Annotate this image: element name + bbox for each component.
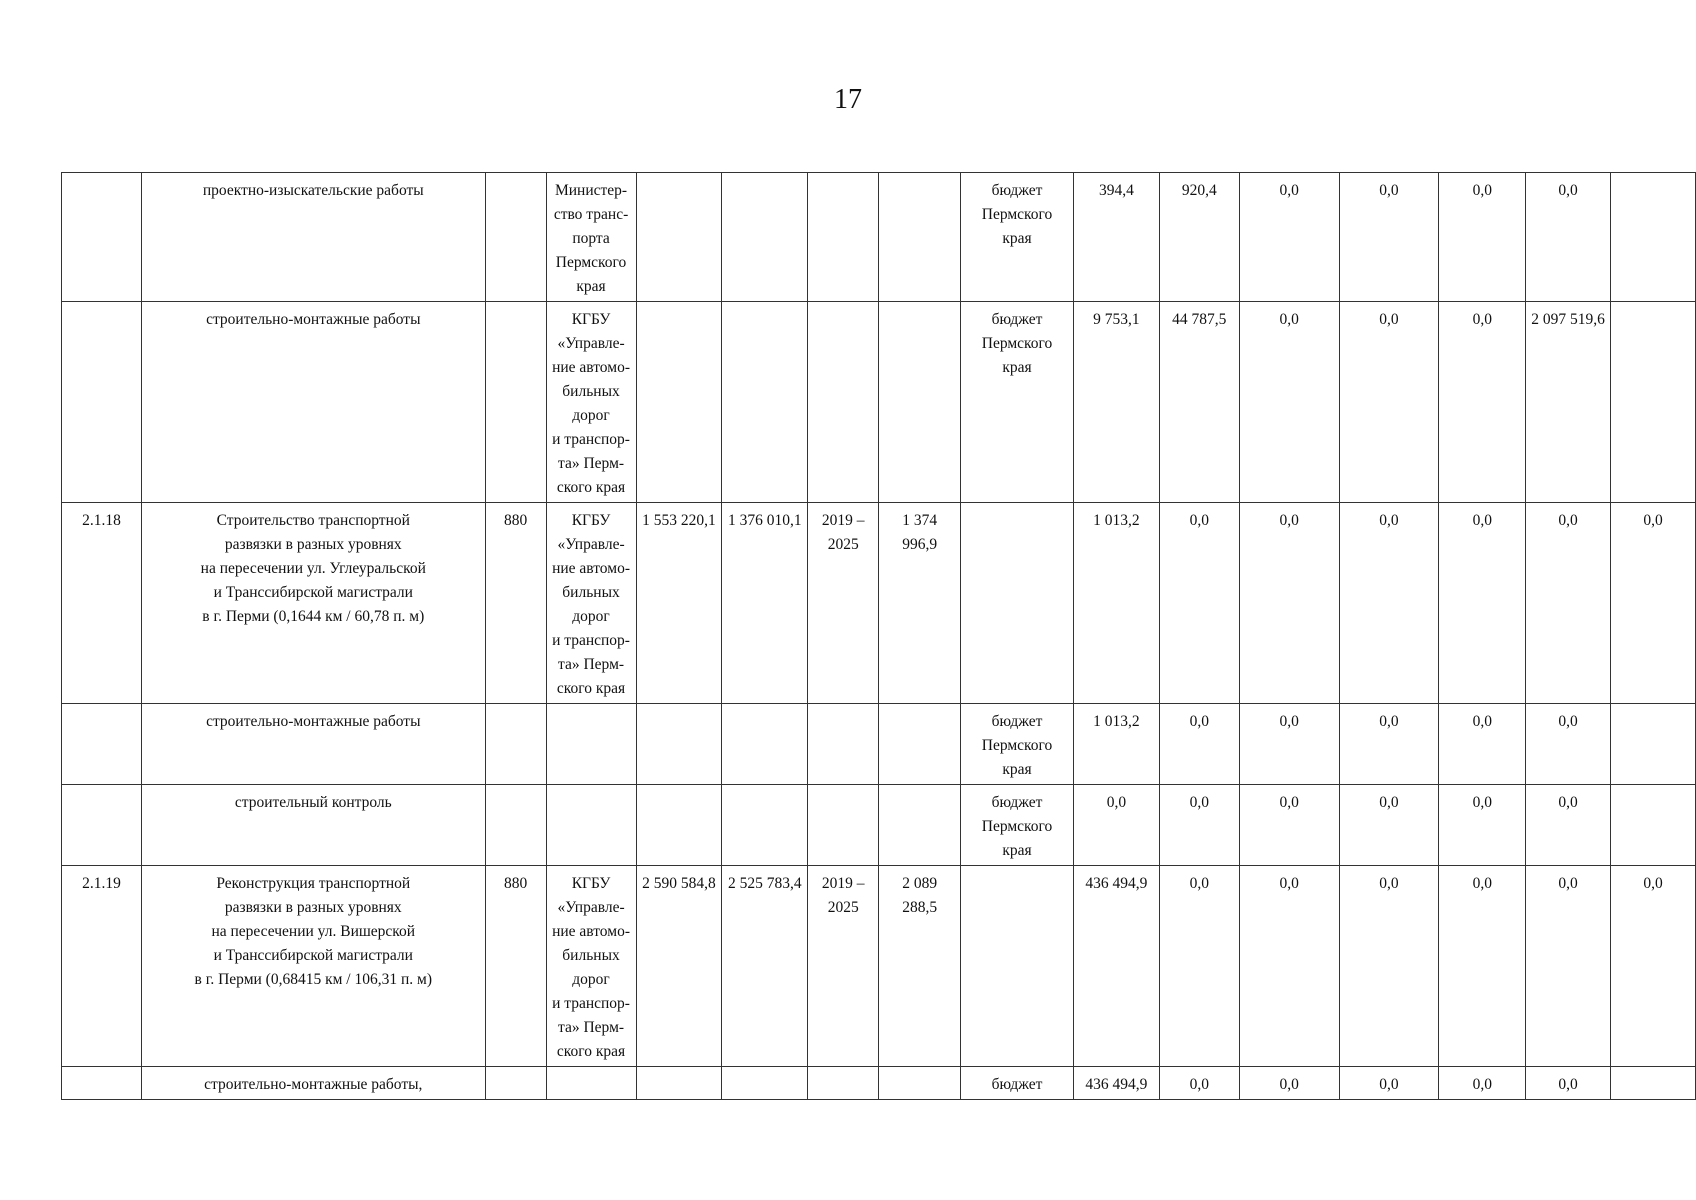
cell-period <box>808 302 879 503</box>
cell-executor <box>546 704 636 785</box>
cell-amount: 0,0 <box>1339 1067 1439 1100</box>
cell-cost-estimate <box>722 1067 808 1100</box>
cell-period <box>808 503 879 704</box>
cell-executor-line: Пермского <box>555 254 627 271</box>
cell-source <box>961 302 1074 503</box>
cell-remaining-line: 2 089 <box>902 875 938 892</box>
cell-number <box>62 704 142 785</box>
cell-source <box>961 785 1074 866</box>
cell-source-line: бюджет <box>991 1076 1043 1093</box>
table-row <box>62 1067 1696 1100</box>
cell-source-line: края <box>1002 359 1032 376</box>
cell-executor-line: бильных <box>562 947 620 964</box>
cell-amount: 9 753,1 <box>1073 302 1159 503</box>
cell-cost-total <box>636 785 722 866</box>
cell-name-line: Реконструкция транспортной <box>216 875 411 892</box>
cell-executor-line: дорог <box>572 608 610 625</box>
cell-amount: 0,0 <box>1239 503 1339 704</box>
cell-amount: 0,0 <box>1239 302 1339 503</box>
cell-source-line: края <box>1002 230 1032 247</box>
cell-amount: 1 013,2 <box>1073 704 1159 785</box>
cell-cost-total <box>636 1067 722 1100</box>
cell-executor-line: «Управле- <box>557 899 625 916</box>
cell-number <box>62 785 142 866</box>
cell-remaining <box>879 785 961 866</box>
cell-name-line: строительно-монтажные работы, <box>204 1076 423 1093</box>
table-row <box>62 866 1696 1067</box>
cell-amount <box>1611 302 1696 503</box>
cell-source <box>961 866 1074 1067</box>
cell-executor <box>546 503 636 704</box>
cell-amount: 44 787,5 <box>1159 302 1239 503</box>
cell-executor-line: ского края <box>556 680 626 697</box>
cell-amount: 1 013,2 <box>1073 503 1159 704</box>
cell-amount: 0,0 <box>1239 785 1339 866</box>
cell-executor-line: ского края <box>556 1043 626 1060</box>
cell-name-line: Строительство транспортной <box>216 512 410 529</box>
cell-name <box>141 302 485 503</box>
cell-source-line: бюджет <box>991 182 1043 199</box>
cell-executor <box>546 866 636 1067</box>
cell-executor-line: ние автомо- <box>552 359 630 376</box>
cell-period <box>808 866 879 1067</box>
cell-amount: 2 097 519,6 <box>1526 302 1611 503</box>
cell-remaining <box>879 866 961 1067</box>
cell-source <box>961 503 1074 704</box>
cell-code <box>485 785 546 866</box>
cell-code <box>485 173 546 302</box>
cell-name-line: развязки в разных уровнях <box>224 899 402 916</box>
cell-code: 880 <box>485 503 546 704</box>
cell-amount: 0,0 <box>1611 503 1696 704</box>
cell-cost-total: 2 590 584,8 <box>636 866 722 1067</box>
cell-amount: 0,0 <box>1073 785 1159 866</box>
table-body <box>62 173 1696 1100</box>
cell-remaining-line: 1 374 <box>902 512 938 529</box>
cell-number: 2.1.19 <box>62 866 142 1067</box>
cell-amount: 0,0 <box>1339 173 1439 302</box>
cell-source-line: бюджет <box>991 713 1043 730</box>
cell-executor-line: ского края <box>556 479 626 496</box>
cell-source-line: Пермского <box>981 206 1053 223</box>
cell-remaining <box>879 1067 961 1100</box>
cell-executor-line: края <box>576 278 606 295</box>
cell-amount <box>1611 173 1696 302</box>
cell-executor-line: та» Перм- <box>558 656 625 673</box>
cell-number <box>62 173 142 302</box>
table-row <box>62 503 1696 704</box>
cell-remaining <box>879 704 961 785</box>
cell-code <box>485 302 546 503</box>
cell-remaining <box>879 302 961 503</box>
cell-cost-total: 1 553 220,1 <box>636 503 722 704</box>
cell-amount: 0,0 <box>1159 1067 1239 1100</box>
cell-period-line: 2019 – <box>821 875 865 892</box>
cell-cost-estimate <box>722 302 808 503</box>
table-row <box>62 302 1696 503</box>
cell-amount: 0,0 <box>1339 302 1439 503</box>
cell-executor-line: Министер- <box>554 182 628 199</box>
cell-period <box>808 704 879 785</box>
cell-amount: 0,0 <box>1611 866 1696 1067</box>
cell-amount: 0,0 <box>1439 704 1526 785</box>
cell-cost-estimate <box>722 785 808 866</box>
cell-cost-estimate: 2 525 783,4 <box>722 866 808 1067</box>
cell-executor-line: ство транс- <box>553 206 629 223</box>
cell-executor-line: дорог <box>572 407 610 424</box>
cell-executor <box>546 785 636 866</box>
table-row <box>62 704 1696 785</box>
cell-name-line: в г. Перми (0,68415 км / 106,31 п. м) <box>194 971 432 988</box>
cell-period-line: 2025 <box>827 899 859 916</box>
cell-name-line: строительно-монтажные работы <box>206 311 421 328</box>
cell-executor-line: та» Перм- <box>558 455 625 472</box>
cell-name-line: строительно-монтажные работы <box>206 713 421 730</box>
page-number: 17 <box>834 84 862 115</box>
cell-number <box>62 1067 142 1100</box>
cell-amount: 0,0 <box>1526 173 1611 302</box>
cell-name <box>141 866 485 1067</box>
cell-amount: 0,0 <box>1159 785 1239 866</box>
cell-executor <box>546 1067 636 1100</box>
cell-name-line: в г. Перми (0,1644 км / 60,78 п. м) <box>202 608 425 625</box>
cell-amount: 920,4 <box>1159 173 1239 302</box>
cell-name <box>141 1067 485 1100</box>
cell-executor <box>546 173 636 302</box>
cell-amount: 0,0 <box>1239 1067 1339 1100</box>
cell-period-line: 2025 <box>827 536 859 553</box>
cell-name <box>141 503 485 704</box>
cell-amount: 0,0 <box>1339 785 1439 866</box>
cell-executor-line: и транспор- <box>552 995 630 1012</box>
cell-cost-total <box>636 302 722 503</box>
cell-source-line: края <box>1002 842 1032 859</box>
cell-executor-line: бильных <box>562 383 620 400</box>
cell-source-line: бюджет <box>991 794 1043 811</box>
cell-name-line: на пересечении ул. Вишерской <box>211 923 416 940</box>
cell-amount: 0,0 <box>1159 503 1239 704</box>
cell-amount: 394,4 <box>1073 173 1159 302</box>
cell-executor-line: та» Перм- <box>558 1019 625 1036</box>
cell-amount: 0,0 <box>1439 1067 1526 1100</box>
cell-executor-line: и транспор- <box>552 632 630 649</box>
cell-period <box>808 173 879 302</box>
cell-amount: 436 494,9 <box>1073 1067 1159 1100</box>
cell-amount: 0,0 <box>1526 704 1611 785</box>
cell-amount <box>1611 704 1696 785</box>
cell-name-line: и Транссибирской магистрали <box>213 947 413 964</box>
cell-executor-line: порта <box>572 230 610 247</box>
cell-source-line: края <box>1002 761 1032 778</box>
cell-cost-estimate <box>722 173 808 302</box>
program-table <box>61 172 1696 1100</box>
cell-executor-line: КГБУ <box>571 512 611 529</box>
cell-amount: 0,0 <box>1526 866 1611 1067</box>
cell-executor-line: ние автомо- <box>552 923 630 940</box>
cell-amount <box>1611 785 1696 866</box>
cell-executor-line: КГБУ <box>571 311 611 328</box>
cell-executor-line: «Управле- <box>557 335 625 352</box>
cell-cost-estimate <box>722 704 808 785</box>
cell-amount: 0,0 <box>1239 173 1339 302</box>
cell-amount: 0,0 <box>1339 503 1439 704</box>
cell-source <box>961 173 1074 302</box>
table-row <box>62 785 1696 866</box>
cell-amount: 0,0 <box>1526 1067 1611 1100</box>
cell-period <box>808 785 879 866</box>
cell-period-line: 2019 – <box>821 512 865 529</box>
cell-executor <box>546 302 636 503</box>
cell-name <box>141 704 485 785</box>
cell-remaining-line: 996,9 <box>902 536 938 553</box>
cell-cost-estimate: 1 376 010,1 <box>722 503 808 704</box>
cell-executor-line: ние автомо- <box>552 560 630 577</box>
cell-cost-total <box>636 173 722 302</box>
cell-amount: 0,0 <box>1439 173 1526 302</box>
cell-name <box>141 785 485 866</box>
cell-amount: 0,0 <box>1439 503 1526 704</box>
cell-name-line: и Транссибирской магистрали <box>213 584 413 601</box>
cell-amount: 0,0 <box>1526 785 1611 866</box>
cell-amount: 0,0 <box>1159 866 1239 1067</box>
cell-name-line: развязки в разных уровнях <box>224 536 402 553</box>
cell-source <box>961 704 1074 785</box>
cell-amount: 0,0 <box>1439 866 1526 1067</box>
cell-name <box>141 173 485 302</box>
cell-source-line: Пермского <box>981 818 1053 835</box>
cell-amount: 0,0 <box>1339 866 1439 1067</box>
cell-source-line: Пермского <box>981 335 1053 352</box>
cell-amount: 436 494,9 <box>1073 866 1159 1067</box>
cell-executor-line: КГБУ <box>571 875 611 892</box>
cell-code: 880 <box>485 866 546 1067</box>
cell-remaining <box>879 173 961 302</box>
cell-code <box>485 1067 546 1100</box>
cell-amount: 0,0 <box>1339 704 1439 785</box>
cell-name-line: на пересечении ул. Углеуральской <box>200 560 426 577</box>
cell-executor-line: «Управле- <box>557 536 625 553</box>
cell-remaining <box>879 503 961 704</box>
cell-amount: 0,0 <box>1239 866 1339 1067</box>
cell-cost-total <box>636 704 722 785</box>
cell-source-line: бюджет <box>991 311 1043 328</box>
cell-period <box>808 1067 879 1100</box>
cell-amount <box>1611 1067 1696 1100</box>
cell-amount: 0,0 <box>1439 785 1526 866</box>
cell-amount: 0,0 <box>1439 302 1526 503</box>
cell-source-line: Пермского <box>981 737 1053 754</box>
table-row <box>62 173 1696 302</box>
cell-number: 2.1.18 <box>62 503 142 704</box>
cell-source <box>961 1067 1074 1100</box>
cell-amount: 0,0 <box>1239 704 1339 785</box>
cell-remaining-line: 288,5 <box>902 899 938 916</box>
cell-code <box>485 704 546 785</box>
cell-number <box>62 302 142 503</box>
cell-name-line: проектно-изыскательские работы <box>202 182 424 199</box>
cell-amount: 0,0 <box>1526 503 1611 704</box>
cell-executor-line: бильных <box>562 584 620 601</box>
cell-executor-line: дорог <box>572 971 610 988</box>
cell-executor-line: и транспор- <box>552 431 630 448</box>
cell-amount: 0,0 <box>1159 704 1239 785</box>
cell-name-line: строительный контроль <box>234 794 392 811</box>
